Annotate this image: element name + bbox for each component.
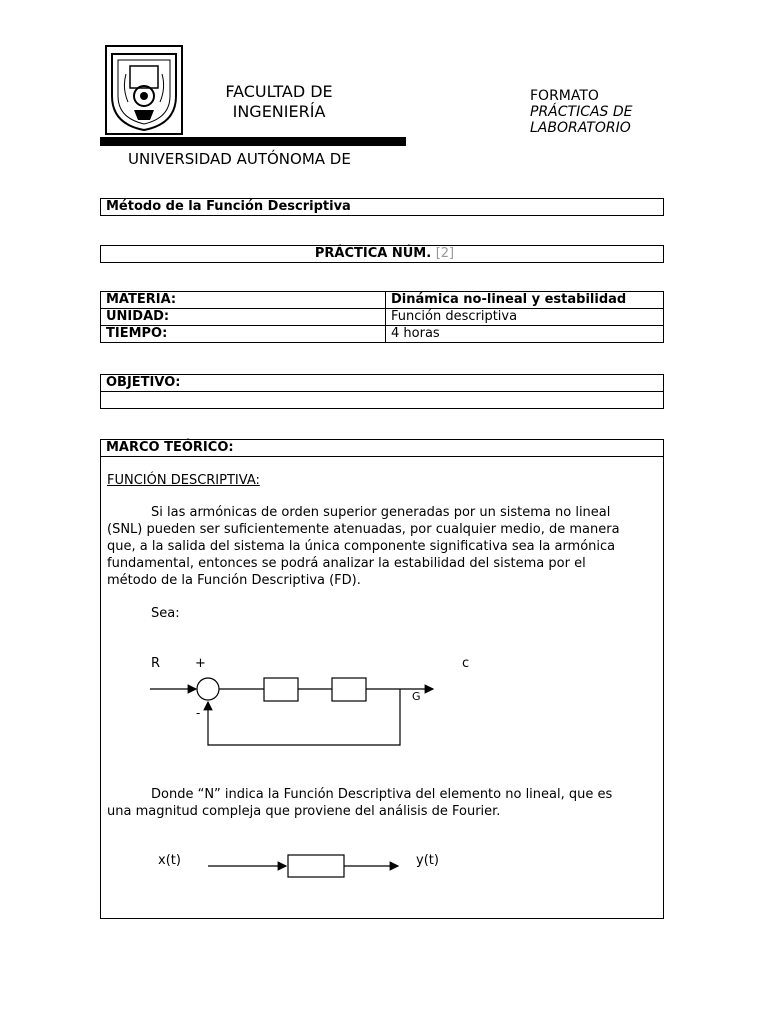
paragraph-line: Donde “N” indica la Función Descriptiva del elemento no lineal, que es <box>151 787 613 802</box>
feedback-path <box>208 689 400 745</box>
block-n <box>264 678 298 701</box>
io-block-diagram <box>150 846 460 886</box>
input-r-label: R <box>151 656 161 671</box>
output-yt-label: y(t) <box>416 853 439 868</box>
paragraph-line: Si las armónicas de orden superior generadas por un sistema no lineal <box>151 505 611 520</box>
format-line-2: PRÁCTICAS DE <box>530 104 633 120</box>
g-block-label: G <box>412 690 421 703</box>
output-c-label: c <box>462 656 470 671</box>
university-seal-logo <box>104 44 184 136</box>
practice-number-box <box>100 245 664 263</box>
faculty-line-2: INGENIERÍA <box>232 102 326 121</box>
objective-label: OBJETIVO: <box>100 374 664 392</box>
practice-number-label: PRÁCTICA NÚM. <box>314 246 432 261</box>
table-row <box>100 291 664 309</box>
table-cell-value: 4 horas <box>391 326 440 341</box>
format-line-3: LABORATORIO <box>530 120 631 132</box>
paragraph-line: (SNL) pueden ser suficientemente atenuadas, por cualquier medio, de manera <box>107 522 620 537</box>
theory-subtitle: FUNCIÓN DESCRIPTIVA: <box>107 473 260 488</box>
faculty-title <box>214 82 344 122</box>
format-line-1: FORMATO <box>530 88 599 104</box>
faculty-line-1: FACULTAD DE <box>225 82 333 101</box>
format-label <box>530 88 670 132</box>
theory-label: MARCO TEÓRICO: <box>100 439 664 457</box>
block-g <box>332 678 366 701</box>
objective-section <box>100 374 664 409</box>
practice-title-box: Método de la Función Descriptiva <box>100 198 664 216</box>
table-cell-label: MATERIA: <box>101 292 386 308</box>
plus-sign-label: + <box>195 656 206 671</box>
table-row <box>100 325 664 343</box>
summing-junction <box>197 678 219 700</box>
practice-number-value: [2] <box>435 246 455 261</box>
nonlinear-block <box>288 855 344 877</box>
sea-text: Sea: <box>151 606 180 621</box>
feedback-block-diagram <box>140 650 480 755</box>
theory-paragraph-1 <box>107 504 659 589</box>
paragraph-line: método de la Función Descriptiva (FD). <box>107 573 361 588</box>
paragraph-line: que, a la salida del sistema la única componente significativa sea la armónica <box>107 539 616 554</box>
table-row <box>100 308 664 326</box>
table-cell-label: UNIDAD: <box>101 309 386 325</box>
input-xt-label: x(t) <box>158 853 181 868</box>
info-table <box>100 291 664 343</box>
table-cell-value: Función descriptiva <box>391 309 518 324</box>
header-divider <box>100 137 406 146</box>
theory-paragraph-2 <box>107 786 659 820</box>
paragraph-line: fundamental, entonces se podrá analizar la estabilidad del sistema por el <box>107 556 586 571</box>
table-cell-value: Dinámica no-lineal y estabilidad <box>391 292 627 307</box>
minus-sign-label: - <box>196 706 201 720</box>
table-cell-label: TIEMPO: <box>101 326 386 342</box>
university-name: UNIVERSIDAD AUTÓNOMA DE <box>128 150 351 168</box>
paragraph-line: una magnitud compleja que proviene del análisis de Fourier. <box>107 804 501 819</box>
objective-content <box>100 391 664 409</box>
